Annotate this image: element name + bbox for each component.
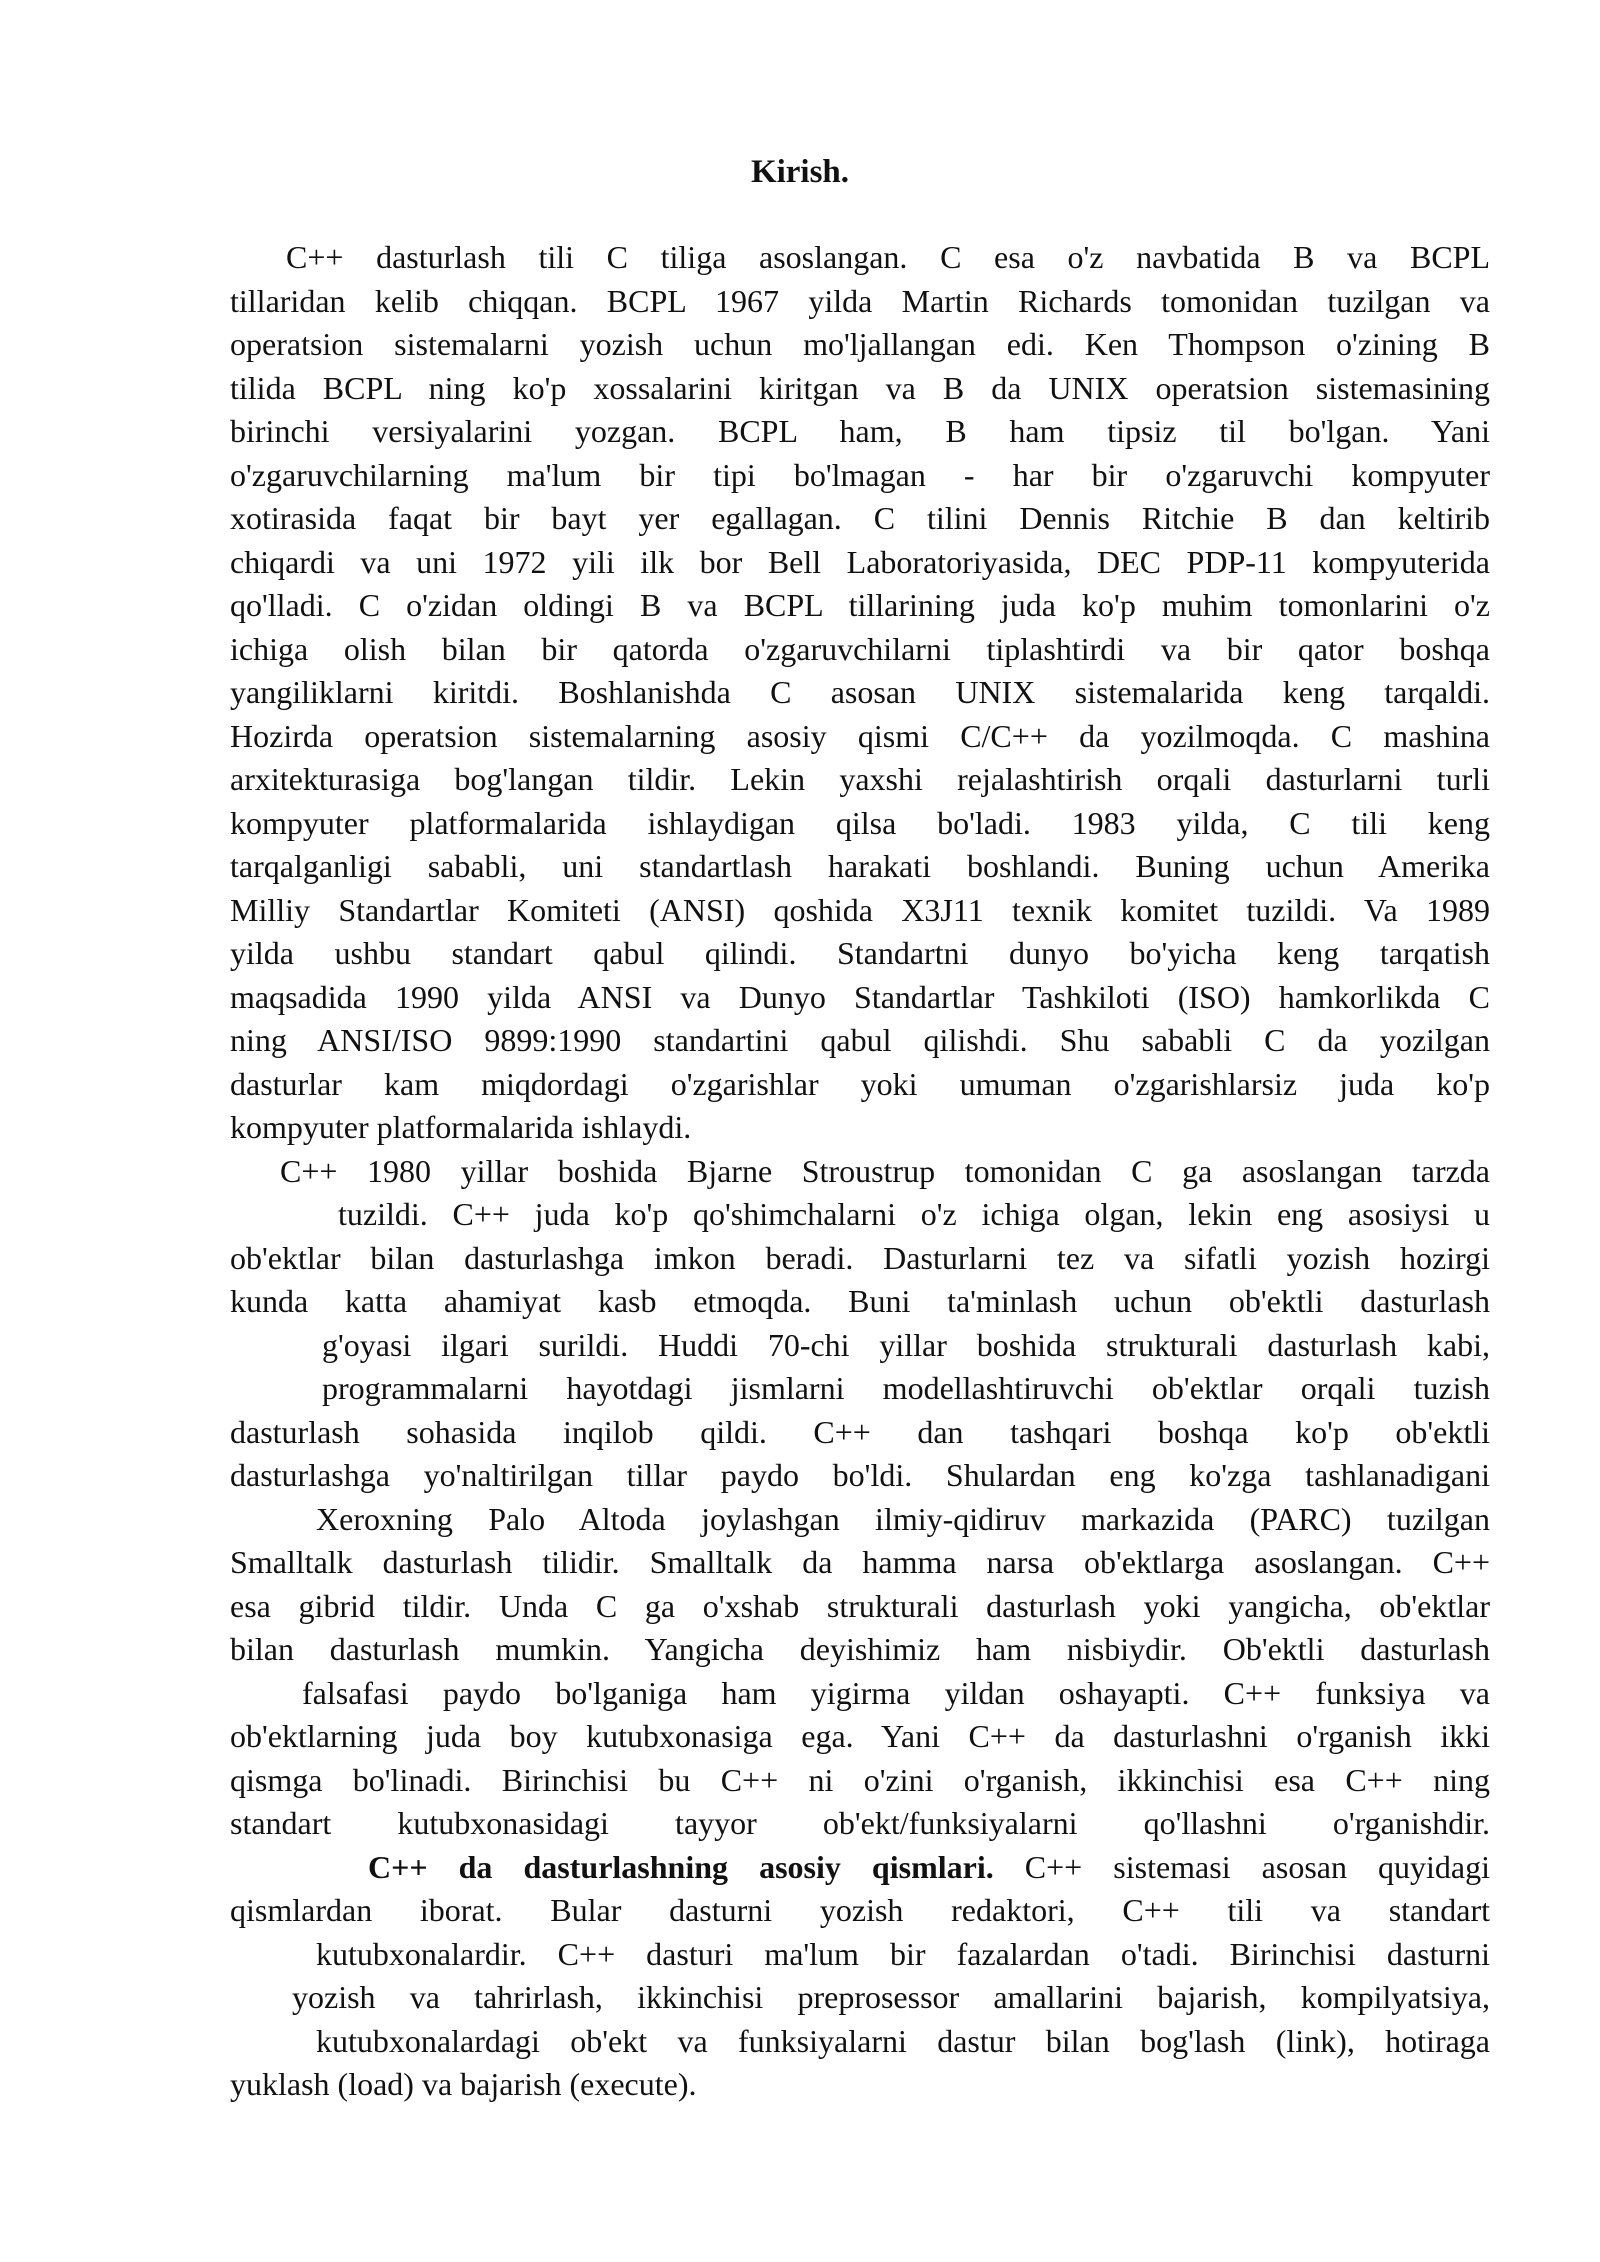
text-line: ob'ektlarning juda boy kutubxonasiga ega. Yani C++ da dasturlashni o'rganish ikki <box>230 1718 1490 1754</box>
text-line: kompyuter platformalarida ishlaydigan qilsa bo'ladi. 1983 yilda, C tili keng <box>230 804 1490 841</box>
text-line: qo'lladi. C o'zidan oldingi B va BCPL tillarining juda ko'p muhim tomonlarini o'z <box>230 587 1490 623</box>
text-line: kutubxonalardagi ob'ekt va funksiyalarni dastur bilan bog'lash (link), hotiraga <box>316 2022 1490 2059</box>
text-line: yozish va tahrirlash, ikkinchisi preprosessor amallarini bajarish, kompilyatsiya, <box>292 1979 1490 2015</box>
section-text: C++ sistemasi asosan quyidagi <box>1024 1848 1490 1885</box>
text-line: tilida BCPL ning ko'p xossalarini kiritgan va B da UNIX operatsion sistemasining <box>230 369 1490 406</box>
section-heading: C++ da dasturlashning asosiy qismlari. <box>368 1848 994 1885</box>
paragraph-main-parts <box>230 1846 1490 2107</box>
text-line: xotirasida faqat bir bayt yer egallagan. C tilini Dennis Ritchie B dan keltirib <box>230 500 1490 536</box>
text-line: ob'ektlar bilan dasturlashga imkon beradi. Dasturlarni tez va sifatli yozish hozirgi <box>230 1239 1490 1276</box>
text-line: Hozirda operatsion sistemalarning asosiy qismi C/C++ da yozilmoqda. C mashina <box>230 717 1490 754</box>
text-line: qismlardan iborat. Bular dasturni yozish redaktori, C++ tili va standart <box>230 1892 1490 1928</box>
text-line: Xeroxning Palo Altoda joylashgan ilmiy-qidiruv markazida (PARC) tuzilgan <box>316 1500 1490 1537</box>
text-line: ichiga olish bilan bir qatorda o'zgaruvchilarni tiplashtirdi va bir qator boshqa <box>230 630 1490 667</box>
text-line: arxitekturasiga bog'langan tildir. Lekin yaxshi rejalashtirish orqali dasturlarni turli <box>230 761 1490 797</box>
text-line: C++ 1980 yillar boshida Bjarne Stroustrup tomonidan C ga asoslangan tarzda <box>280 1152 1490 1189</box>
text-line: yilda ushbu standart qabul qilindi. Standartni dunyo bo'yicha keng tarqatish <box>230 935 1490 971</box>
text-line <box>230 1846 1490 1890</box>
text-line: standart kutubxonasidagi tayyor ob'ekt/funksiyalarni qo'llashni o'rganishdir. <box>230 1805 1490 1841</box>
text-line: birinchi versiyalarini yozgan. BCPL ham, B ham tipsiz til bo'lgan. Yani <box>230 413 1490 449</box>
text-line: kompyuter platformalarida ishlaydi. <box>230 1109 692 1145</box>
page-title: Kirish. <box>750 154 850 190</box>
text-line: dasturlash sohasida inqilob qildi. C++ dan tashqari boshqa ko'p ob'ektli <box>230 1413 1490 1450</box>
text-line: dasturlar kam miqdordagi o'zgarishlar yoki umuman o'zgarishlarsiz juda ko'p <box>230 1065 1490 1102</box>
text-line: g'oyasi ilgari surildi. Huddi 70-chi yillar boshida strukturali dasturlash kabi, <box>322 1326 1490 1363</box>
text-line: kunda katta ahamiyat kasb etmoqda. Buni ta'minlash uchun ob'ektli dasturlash <box>230 1283 1490 1319</box>
text-line: ning ANSI/ISO 9899:1990 standartini qabul qilishdi. Shu sababli C da yozilgan <box>230 1022 1490 1058</box>
text-line: Milliy Standartlar Komiteti (ANSI) qoshida X3J11 texnik komitet tuzildi. Va 1989 <box>230 891 1490 928</box>
text-line: esa gibrid tildir. Unda C ga o'xshab strukturali dasturlash yoki yangicha, ob'ektlar <box>230 1587 1490 1624</box>
text-line: Smalltalk dasturlash tilidir. Smalltalk da hamma narsa ob'ektlarga asoslangan. C++ <box>230 1544 1490 1580</box>
text-line: C++ dasturlash tili C tiliga asoslangan. C esa o'z navbatida B va BCPL <box>286 239 1490 275</box>
text-line: yuklash (load) va bajarish (execute). <box>230 2066 697 2102</box>
text-line: chiqardi va uni 1972 yili ilk bor Bell Laboratoriyasida, DEC PDP-11 kompyuterida <box>230 543 1490 580</box>
text-line: bilan dasturlash mumkin. Yangicha deyishimiz ham nisbiydir. Ob'ektli dasturlash <box>230 1631 1490 1667</box>
paragraph-c-history <box>230 236 1490 1150</box>
text-line: falsafasi paydo bo'lganiga ham yigirma yildan oshayapti. C++ funksiya va <box>302 1674 1490 1711</box>
text-line: tillaridan kelib chiqqan. BCPL 1967 yilda Martin Richards tomonidan tuzilgan va <box>230 282 1490 319</box>
text-line: qismga bo'linadi. Birinchisi bu C++ ni o'zini o'rganish, ikkinchisi esa C++ ning <box>230 1761 1490 1798</box>
text-line: tarqalganligi sababli, uni standartlash harakati boshlandi. Buning uchun Amerika <box>230 848 1490 884</box>
text-line: dasturlashga yo'naltirilgan tillar paydo bo'ldi. Shulardan eng ko'zga tashlanadigani <box>230 1457 1490 1493</box>
paragraph-cpp-history <box>230 1150 1490 1846</box>
text-line: operatsion sistemalarni yozish uchun mo'ljallangan edi. Ken Thompson o'zining B <box>230 326 1490 362</box>
text-line: yangiliklarni kiritdi. Boshlanishda C asosan UNIX sistemalarida keng tarqaldi. <box>230 674 1490 710</box>
text-line: o'zgaruvchilarning ma'lum bir tipi bo'lmagan - har bir o'zgaruvchi kompyuter <box>230 456 1490 493</box>
text-line: programmalarni hayotdagi jismlarni modellashtiruvchi ob'ektlar orqali tuzish <box>322 1370 1490 1406</box>
text-line: tuzildi. C++ juda ko'p qo'shimchalarni o'z ichiga olgan, lekin eng asosiysi u <box>338 1196 1490 1232</box>
text-line: kutubxonalardir. C++ dasturi ma'lum bir fazalardan o'tadi. Birinchisi dasturni <box>316 1935 1490 1972</box>
text-line: maqsadida 1990 yilda ANSI va Dunyo Standartlar Tashkiloti (ISO) hamkorlikda C <box>230 978 1490 1015</box>
document-body <box>230 236 1490 2107</box>
